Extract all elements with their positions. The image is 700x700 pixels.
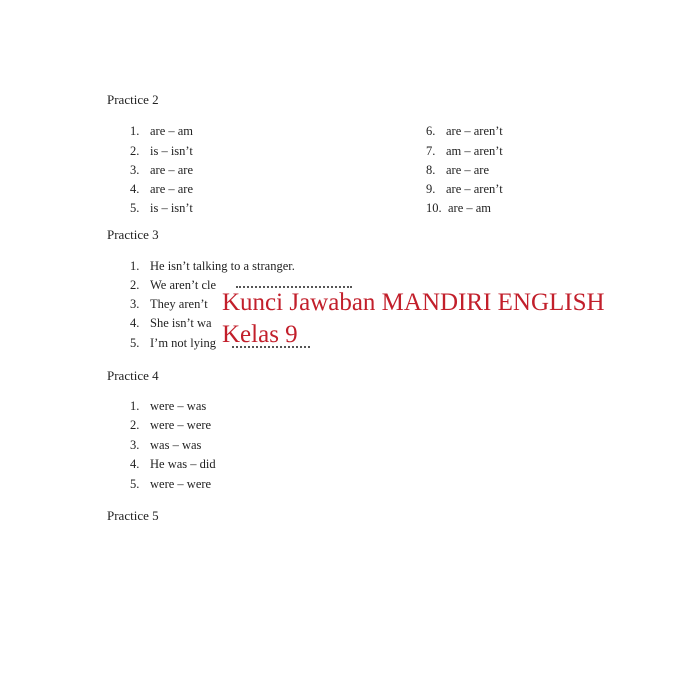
practice-5-heading: Practice 5 [107,508,159,523]
watermark-title: Kunci Jawaban MANDIRI ENGLISH [222,289,605,316]
list-item: 3. They aren’t [130,297,208,311]
practice-4-heading: Practice 4 [107,368,159,383]
list-item: 4. are – are [130,182,194,196]
list-item: 2. is – isn’t [130,144,193,158]
list-item: 6. are – aren’t [426,124,503,138]
list-item: 1. He isn’t talking to a stranger. [130,259,295,273]
list-item: 2. We aren’t cle [130,278,217,292]
list-item: 9. are – aren’t [426,182,503,196]
list-item: 3. was – was [130,438,202,452]
list-item: 3. are – are [130,163,194,177]
watermark-subtitle: Kelas 9 [222,321,298,348]
practice-3-heading: Practice 3 [107,227,159,242]
practice-2-heading: Practice 2 [107,92,159,107]
list-item: 4. He was – did [130,457,216,471]
list-item: 5. were – were [130,477,212,491]
list-item: 1. are – am [130,124,194,138]
list-item: 5. I’m not lying [130,336,216,350]
obscured-text-fragment [236,286,352,288]
list-item: 7. am – aren’t [426,144,503,158]
list-item: 1. were – was [130,399,207,413]
list-item: 8. are – are [426,163,490,177]
list-item: 2. were – were [130,418,212,432]
list-item: 4. She isn’t wa [130,316,212,330]
list-item: 10. are – am [426,201,492,215]
list-item: 5. is – isn’t [130,201,193,215]
